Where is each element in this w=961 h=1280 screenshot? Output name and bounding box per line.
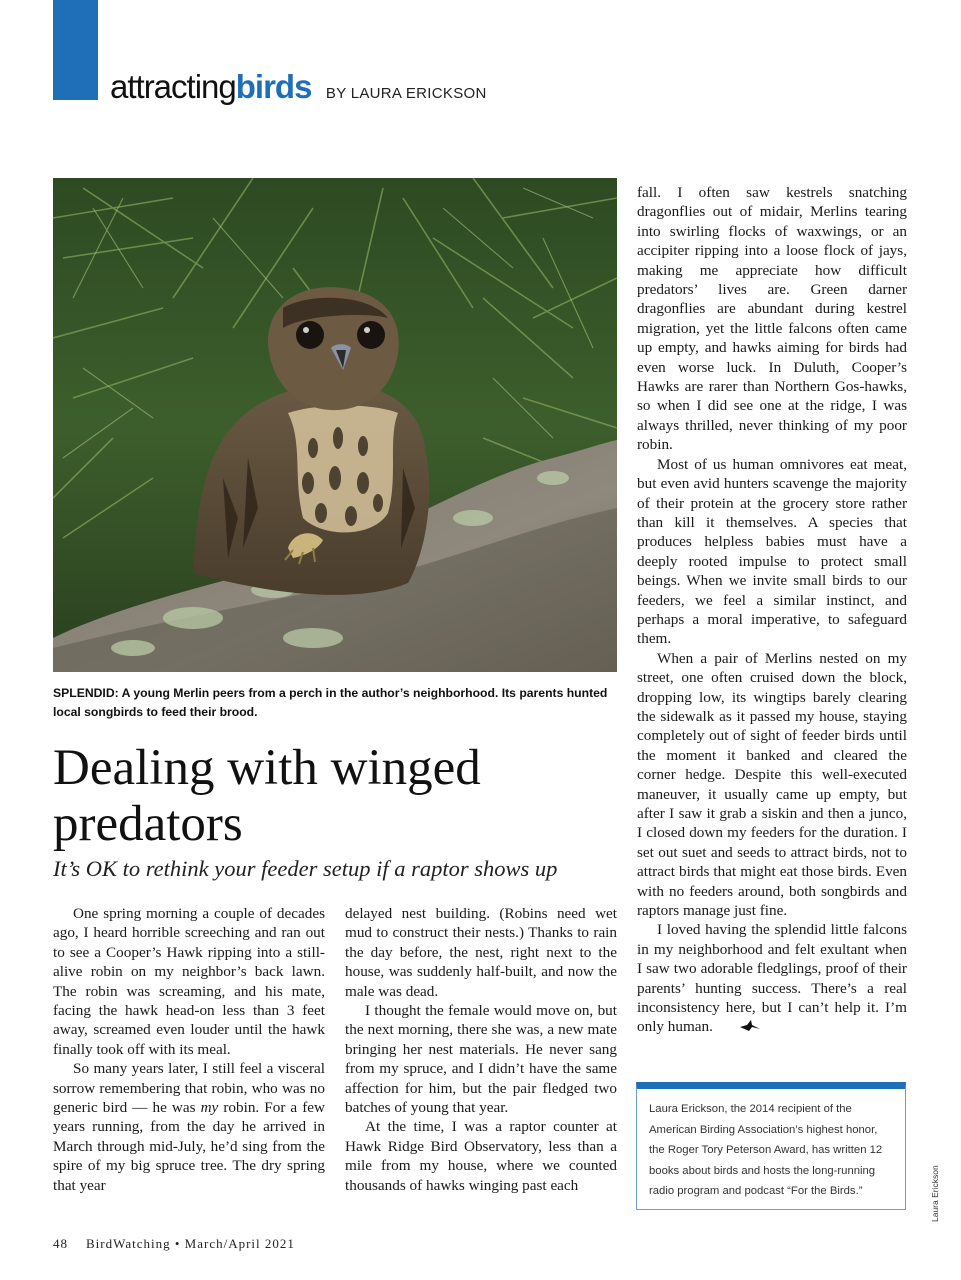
paragraph-continued: fall. I often saw kestrels snatching dragonflies out of midair, Merlins tearing into swirling flocks of waxwings, or an accipiter ripping into a loose flock of jays, making me appreciate how difficult predators’ lives are. Green darner dragonflies are abundant during kestrel migration, yet the little falcons often came up empty, and hawks aiming for birds had even worse luck. In Duluth, Cooper’s Hawks are rarer than Northern Gos-hawks, so when I did see one at the ridge, I was always thrilled, never thinking of my poor robin.: [637, 184, 907, 454]
paragraph: At the time, I was a raptor counter at Hawk Ridge Bird Observatory, less than a mile from my house, where we counted thousands of hawks winging past each: [345, 1118, 617, 1194]
section-header: [110, 68, 487, 106]
photo-credit: [930, 1162, 942, 1222]
page-number: 48: [53, 1236, 68, 1251]
issue-date: March/April 2021: [184, 1236, 295, 1251]
article-headline: Dealing with winged predators: [53, 740, 481, 852]
photo-credit-text: Laura Erickson: [930, 1165, 940, 1222]
paragraph-text: So many years later, I still feel a visceral sorrow remembering that robin, who was no generic bird — he was: [53, 1060, 325, 1117]
paragraph-text: robin. For a few years running, from the day he arrived in March through mid-July, he’d sing from the spire of my big spruce tree. The dry spring that year: [53, 1099, 326, 1194]
article-subhead: It’s OK to rethink your feeder setup if a raptor shows up: [53, 856, 558, 881]
emphasis-text: my: [200, 1099, 219, 1117]
photo-caption: SPLENDID: A young Merlin peers from a perch in the author’s neighborhood. Its parents hunted local songbirds to feed their brood.: [53, 686, 608, 719]
merlin-illustration: [53, 178, 617, 672]
text-column-1: [53, 904, 325, 1195]
paragraph: [637, 920, 907, 1037]
merlin-photo: [53, 178, 617, 672]
magazine-name: BirdWatching: [86, 1236, 171, 1251]
byline: BY LAURA ERICKSON: [325, 85, 487, 102]
text-column-3: [637, 183, 907, 1038]
page-footer: [53, 1236, 295, 1252]
section-color-tab: [53, 0, 98, 100]
paragraph-continued: delayed nest building. (Robins need wet mud to construct their nests.) Thanks to rain the day before, the nest, right next to the house, was suddenly half-built, and now the male was dead.: [345, 905, 617, 1000]
paragraph: When a pair of Merlins nested on my street, one often cruised down the block, dropping low, its wingtips barely clearing the sidewalk as it passed my house, staying completely out of sight of feeder birds until the moment it banked and cleared the corner hedge. Despite this well-executed maneuver, it usually came up empty, but after I saw it grab a siskin and then a junco, I closed down my feeders for the duration. I set out suet and seeds to attract birds, not to attract birds that might eat those birds. Even with no feeders around, both songbirds and raptors manage just fine.: [637, 649, 907, 920]
paragraph: Most of us human omnivores eat meat, but even avid hunters scavenge the majority of their protein at the grocery store rather than kill it themselves. A species that produces helpless babies must have a deeply rooted impulse to protect small beings. When we invite small birds to our feeders, we feel a similar instinct, and perhaps a moral imperative, to safeguard them.: [637, 455, 907, 648]
text-column-2: [345, 904, 617, 1195]
folio-separator: •: [174, 1236, 181, 1251]
paragraph: I thought the female would move on, but the next morning, there she was, a new mate bringing her nest materials. He never sang from my spruce, and I didn’t have the same affection for him, but the pair fledged two batches of young that year.: [345, 1002, 617, 1117]
paragraph: [53, 1059, 325, 1195]
paragraph-text: I loved having the splendid little falcons in my neighborhood and felt exultant when I saw two adorable fledglings, proof of their parents’ hunting success. There’s a real inconsistency here, but I can’t help it. I’m only human.: [637, 921, 907, 1036]
author-bio-box: Laura Erickson, the 2014 recipient of the American Birding Association’s highest honor, the Roger Tory Peterson Award, has written 12 books about birds and hosts the long-running radio program and podcast “For the Birds.”: [636, 1082, 906, 1210]
section-name-prefix: attracting: [110, 68, 236, 105]
paragraph: One spring morning a couple of decades ago, I heard horrible screeching and ran out to see a Cooper’s Hawk ripping into a still-alive robin on my neighbor’s back lawn. The robin was screaming, and his mate, facing the hawk head-on less than 3 feet away, screamed even louder until the hawk finally took off with its meal.: [53, 905, 325, 1058]
section-name-accent: birds: [235, 68, 312, 105]
bird-end-mark-icon: [719, 1018, 761, 1037]
